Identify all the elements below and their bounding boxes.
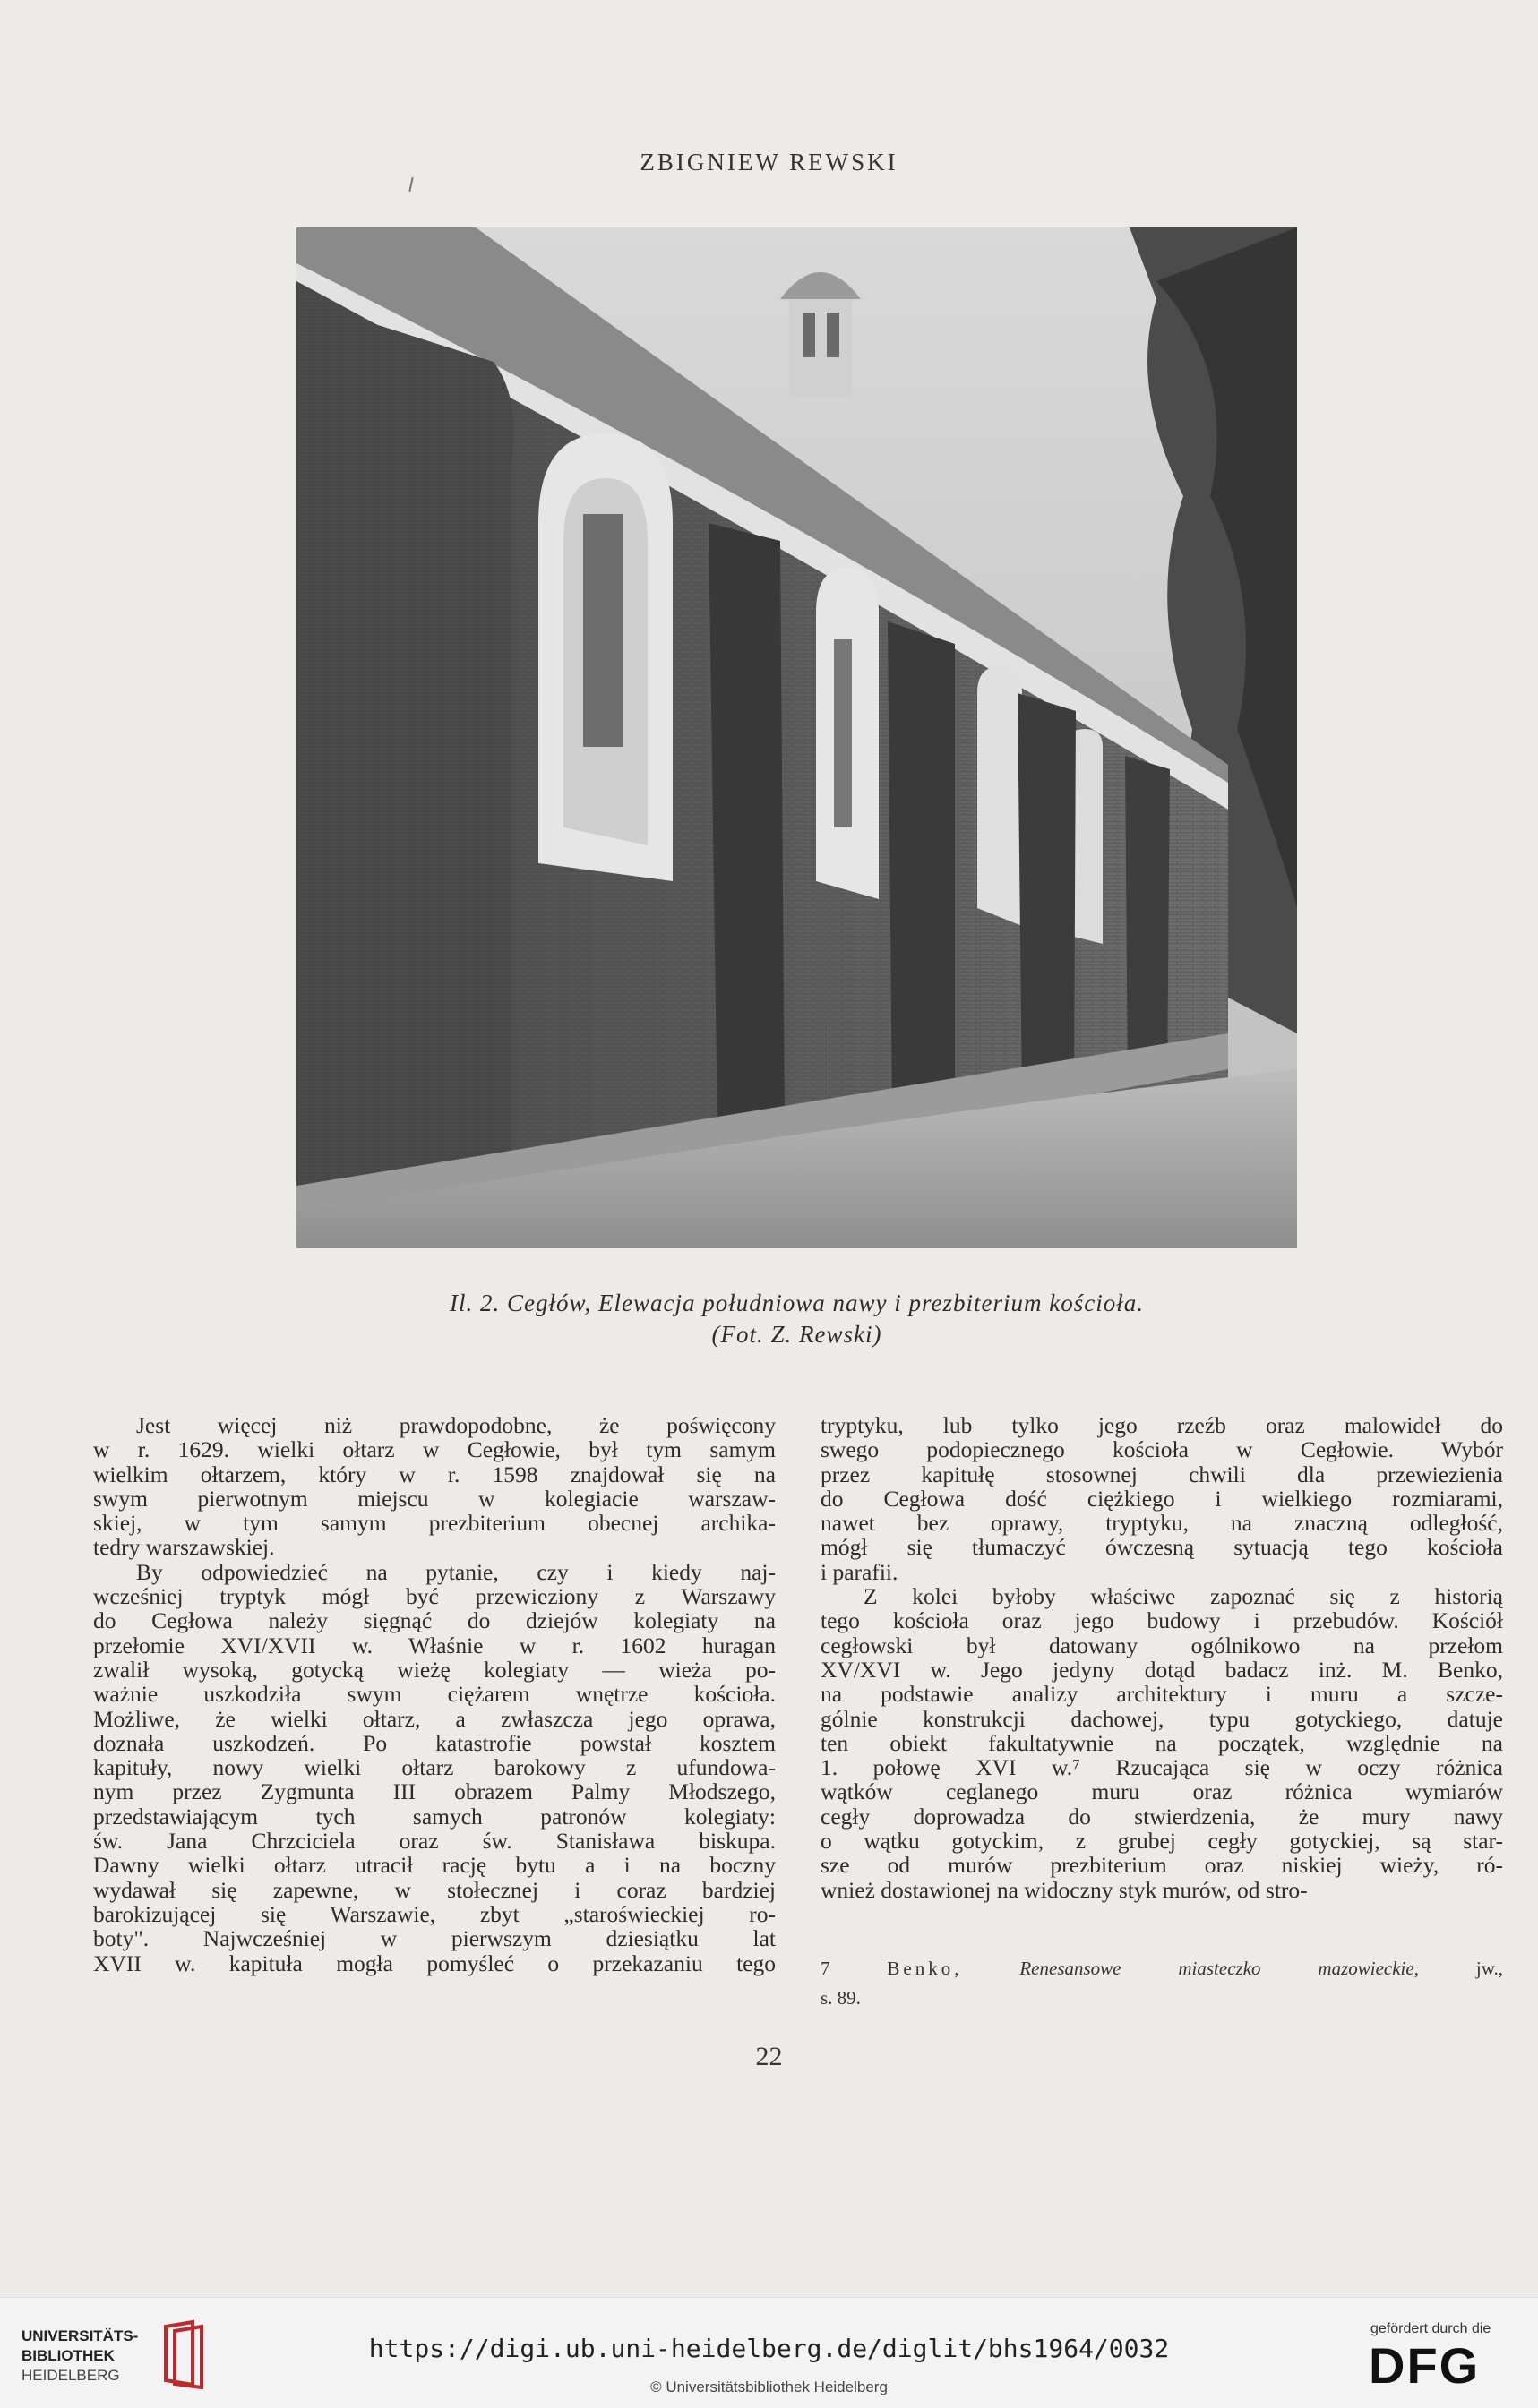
page-number: 22	[755, 2042, 783, 2071]
footnote-author: Benko,	[887, 1958, 963, 1979]
text-line: ten obiekt fakultatywnie na początek, względnie na	[821, 1729, 1503, 1756]
text-line: nym przez Zygmunta III obrazem Palmy Młodszego,	[93, 1778, 776, 1805]
text-line: swego podopiecznego kościoła w Cegłowie. Wybór	[821, 1436, 1503, 1463]
text-line: wnież dostawionej na widoczny styk murów, od stro-	[821, 1876, 1308, 1903]
stray-ink-mark	[408, 177, 413, 192]
text-line: barokizującej się Warszawie, zbyt „staroświeckiej ro-	[93, 1900, 776, 1927]
text-line: przedstawiającym tych samych patronów kolegiaty:	[93, 1803, 776, 1830]
dfg-logo[interactable]: DFG	[1369, 2337, 1481, 2394]
text-line: przez kapitułę stosownej chwili dla przewiezienia	[821, 1461, 1503, 1487]
caption-line-1: Il. 2. Cegłów, Elewacja południowa nawy i prezbiterium kościoła.	[450, 1290, 1144, 1316]
footnote	[821, 1954, 1503, 2013]
text-line: tryptyku, lub tylko jego rzeźb oraz malowideł do	[821, 1412, 1503, 1438]
text-line: św. Jana Chrzciciela oraz św. Stanisława biskupa.	[93, 1828, 776, 1855]
footnote-ref: jw.,	[1475, 1958, 1503, 1979]
footnote-title: Renesansowe miasteczko mazowieckie,	[1019, 1958, 1419, 1979]
library-name-line-1: UNIVERSITÄTS-	[21, 2327, 139, 2344]
text-line: Dawny wielki ołtarz utracił rację bytu a i na boczny	[93, 1852, 776, 1879]
left-text-column	[93, 1413, 776, 1975]
text-line: i parafii.	[821, 1558, 898, 1585]
footnote-number: 7	[821, 1958, 830, 1979]
text-line: w r. 1629. wielki ołtarz w Cegłowie, był tym samym	[93, 1436, 776, 1463]
text-line: wielkim ołtarzem, który w r. 1598 znajdował się na	[93, 1461, 776, 1487]
paragraph	[93, 1413, 776, 1560]
text-line: na podstawie analizy architektury i muru a szcze-	[821, 1681, 1503, 1708]
text-line: tego kościoła oraz jego budowy i przebudów. Kościół	[821, 1607, 1503, 1634]
text-line: sze od murów prezbiterium oraz niskiej wieży, ró-	[821, 1852, 1503, 1879]
caption-line-2: (Fot. Z. Rewski)	[711, 1321, 882, 1348]
text-line: cegły doprowadza do stwierdzenia, że mury nawy	[821, 1803, 1503, 1830]
running-head: ZBIGNIEW REWSKI	[640, 149, 898, 176]
text-line: przełomie XVI/XVII w. Właśnie w r. 1602 huragan	[93, 1632, 776, 1658]
text-line: zwalił wysoką, gotycką wieżę kolegiaty — wieża po-	[93, 1656, 776, 1683]
funder-label: gefördert durch die	[1370, 2321, 1491, 2336]
copyright-notice: © Universitätsbibliothek Heidelberg	[650, 2378, 888, 2395]
text-line: gólnie konstrukcji dachowej, typu gotyckiego, datuje	[821, 1705, 1503, 1732]
text-line: skiej, w tym samym prezbiterium obecnej archika-	[93, 1510, 776, 1537]
digitization-footer	[0, 2297, 1538, 2408]
text-line: wątków ceglanego muru oraz różnica wymiarów	[821, 1778, 1503, 1805]
text-line: By odpowiedzieć na pytanie, czy i kiedy naj-	[136, 1558, 776, 1585]
text-line: XVII w. kapituła mogła pomyśleć o przekazaniu tego	[93, 1950, 776, 1976]
text-line: Jest więcej niż prawdopodobne, że poświęcony	[136, 1412, 776, 1438]
text-line: wydawał się zapewne, w stołecznej i coraz bardziej	[93, 1876, 776, 1903]
text-line: Możliwe, że wielki ołtarz, a zwłaszcza jego oprawa,	[93, 1705, 776, 1732]
footnote-line-1	[821, 1954, 1503, 1984]
text-line: cegłowski był datowany ogólnikowo na przełom	[821, 1632, 1503, 1658]
paragraph	[821, 1584, 1503, 1902]
text-line: boty". Najwcześniej w pierwszym dziesiątku lat	[93, 1925, 776, 1952]
text-line: swym pierwotnym miejscu w kolegiacie warszaw-	[93, 1485, 776, 1512]
library-name-line-3: HEIDELBERG	[21, 2367, 120, 2384]
text-line: 1. połowę XVI w.⁷ Rzucająca się w oczy różnica	[821, 1754, 1503, 1781]
text-line: wcześniej tryptyk mógł być przewieziony z Warszawy	[93, 1583, 776, 1610]
text-line: XV/XVI w. Jego jedyny dotąd badacz inż. M. Benko,	[821, 1656, 1503, 1683]
text-line: doznała uszkodzeń. Po katastrofie powstał kosztem	[93, 1729, 776, 1756]
permalink-url[interactable]: https://digi.ub.uni-heidelberg.de/diglit/bhs1964/0032	[368, 2334, 1170, 2363]
paragraph	[93, 1560, 776, 1975]
text-line: Z kolei byłoby właściwe zapoznać się z historią	[864, 1583, 1503, 1610]
text-line: do Cegłowa dość ciężkiego i wielkiego rozmiarami,	[821, 1485, 1503, 1512]
paragraph	[821, 1413, 1503, 1584]
text-line: ważnie uszkodziła swym ciężarem wnętrze kościoła.	[93, 1681, 776, 1708]
text-line: do Cegłowa należy sięgnąć do dziejów kolegiaty na	[93, 1607, 776, 1634]
figure-caption	[296, 1288, 1297, 1350]
church-photograph	[296, 227, 1297, 1248]
library-name-line-2: BIBLIOTHEK	[21, 2347, 115, 2364]
text-line: kapituły, nowy wielki ołtarz barokowy z ufundowa-	[93, 1754, 776, 1781]
text-line: nawet bez oprawy, tryptyku, na znaczną odległość,	[821, 1510, 1503, 1537]
text-line: o wątku gotyckim, z grubej cegły gotyckiej, są star-	[821, 1828, 1503, 1855]
footnote-line-2: s. 89.	[821, 1987, 861, 2009]
text-line: tedry warszawskiej.	[93, 1534, 275, 1561]
text-line: mógł się tłumaczyć ówczesną sytuacją tego kościoła	[821, 1534, 1503, 1561]
right-text-column	[821, 1413, 1503, 1902]
